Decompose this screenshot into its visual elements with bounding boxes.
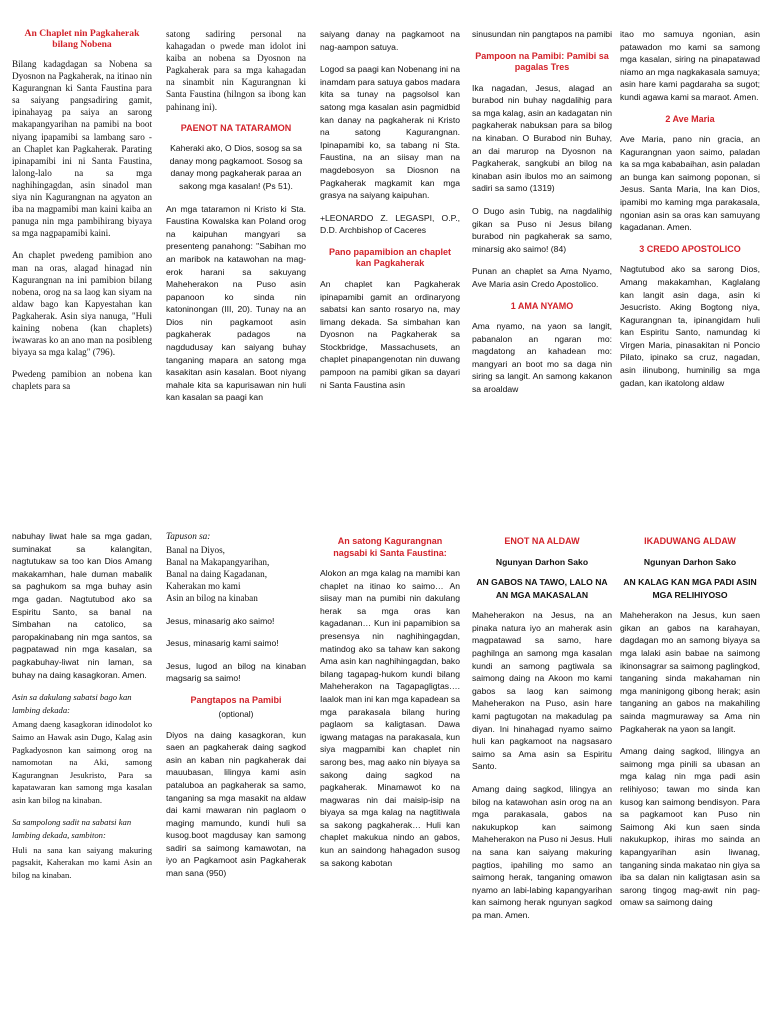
- heading-ikaduwang-aldaw: IKADUWANG ALDAW: [644, 536, 736, 546]
- paragraph: Ave Maria, pano nin gracia, an Kagurangnan yaon saimo, paladan ka sa mga kababaihan, asin paladan an bunga kan saimong poponan, si Jesus. Santa Maria, Ina kan Dios, ipamibi mo kaming mga parakasala, ngonian asin sa oras kan samuyang kagadanan. Amen.: [620, 134, 760, 233]
- paragraph: Maheherakon na Jesus, na an pinaka natura iyo an maherak asin magpatawad sa samo, hare paghilnga an samong mga kasalan kundi an samong pagtiwala sa saimong daing na Akoon mo kami gabos sa laog kan saimong Maheherakon na Puso, asin hare kami pagtugotan na makadulag pa diyan. Ini hinahagad nyamo saimo huli kan pagkamoot na nagsasaro saimo sa Ama asin sa Espiritu Santo.: [472, 610, 612, 772]
- panel-bottom-3: [320, 530, 460, 1015]
- panel-bottom-1: [12, 530, 152, 1015]
- paragraph: Nagtutubod ako sa sarong Dios, Amang makakamhan, Kaglalang kan langit asin daga, asin ki Jesucristo. Aking Bogtong niya, Kagurangnan ta, ipinangidam huli kan Espiritu Santo, namundag ki Virgen Maria, pinasakitan ni Poncio Pilato, ipinako sa cruz, nagadan, asin ilinubong, huminilig sa mga gadan, kan ikatolong aldaw: [620, 264, 760, 388]
- paragraph: O Dugo asin Tubig, na nagdalihig gikan sa Puso ni Jesus bilang burabod nin pagkaherak sa samo, minarsig ako saimo! (84): [472, 205, 612, 254]
- paragraph: itao mo samuya ngonian, asin patawadon mo kami sa samong mga kasalan, siring na pinapatawad niamo an mga nagkakasala samuya; asin hare kami pagdaraha sa sugot; kundi agawa kami sa maraot. Amen.: [620, 29, 760, 102]
- paragraph: Amang daing sagkod, lilingya an bilog na katawohan asin orog na an mga parakasala, gabos na nakukupkop kan saimong Maheherakon na Puso ni Jesus. Huli na sana kan saiyang makuring pagtios, ipahiling mo samo an saimong herak, tanganing omawon nyamo an labi-labing kapangyarihan kan saimong herak ngunyan sagkod pa man. Amen.: [472, 784, 612, 920]
- panel-top-2: [166, 28, 306, 478]
- paragraph: Pwedeng pamibion an nobena kan chaplets para sa: [12, 369, 152, 392]
- heading-credo-apostolico: 3 CREDO APOSTOLICO: [639, 243, 741, 254]
- instruction-italic: Asin sa dakulang sabatsi bago kan lambing dekada:: [12, 692, 132, 715]
- panel-top-3: [320, 28, 460, 478]
- heading-pampoon-na-pamibi: Pampoon na Pamibi: Pamibi sa pagalas Tres: [475, 50, 609, 73]
- paragraph: Maheherakon na Jesus, kun saen gikan an gabos na karahayan, dagdagan mo an samong biyaya sa mga lalaki asin babae na saimong ikinonsagrar sa saimong paglingkod, tanganing sinda makahaman nin mga maninigong gibong herak; asin tanganing an gabos na makahiling sainda magmuraway sa Ama nin Pagkaherak na yaon sa langit.: [620, 610, 760, 734]
- paragraph: An chaplet pwedeng pamibion ano man na oras, alagad hinagad nin Kagurangnan na ini pamibion bilang nobena, orog na sa laog kan siyam na aldaw bago kan Kapyestahan kan Pagkaherak. Asin siya nanuga, "Huli kaining nobena (kan chaplets) iwawaras ko an ano man na posibleng biyaya sa mga kalag" (796).: [12, 250, 152, 358]
- prayer-line: Asin an bilog na kinaban: [166, 593, 258, 604]
- instruction-italic: Sa sampolong sadit na sabatsi kan lambing dekada, sambiton:: [12, 817, 132, 841]
- paragraph: Ika nagadan, Jesus, alagad an burabod nin buhay nagdalihig para sa mga kalag, asin an kadagatan nin pagkaherak nabuksan para sa bilog na kinaban. O Burabod nin Buhay, an dai marurop na Dyosnon na Pagkaherak, sangkubi an bilog na kinaban asin ibulos mo an saimong sadiri sa samo (1319): [472, 82, 612, 194]
- prayer-line: Banal na Diyos,: [166, 545, 225, 556]
- subheading: AN GABOS NA TAWO, LALO NA AN MGA MAKASALAN: [476, 577, 608, 600]
- heading-enot-na-aldaw: ENOT NA ALDAW: [504, 536, 580, 546]
- signature-archbishop: +LEONARDO Z. LEGASPI, O.P., D.D. Archbishop of Caceres: [320, 212, 460, 236]
- paragraph: nabuhay liwat hale sa mga gadan, suminakat sa kalangitan, nagtutukaw sa too kan Dios Amang makakamhan, hale duman mabalik sa paghukom sa mga buhay asin mga gadan. Nagtutubod ako sa Espiritu Santo, sa banal na Simbahan na catolico, sa paropakinabang nin mga santos, sa pagpatawad nin mga kasalan, sa pagkabuhay-liwat nin laman, sa buhay na daing kasagkoran. Amen.: [12, 531, 152, 680]
- paragraph: Jesus, lugod an bilog na kinaban magsarig sa saimo!: [166, 660, 306, 684]
- subheading: AN KALAG KAN MGA PADI ASIN MGA RELIHIYOSO: [623, 577, 757, 600]
- prayer-line: Banal na daing Kagadanan,: [166, 569, 268, 580]
- heading-pangtapos-na-pamibi: Pangtapos na Pamibi: [190, 694, 282, 705]
- subheading: Ngunyan Darhon Sako: [495, 556, 589, 567]
- panel-bottom-5: [620, 530, 760, 1015]
- paragraph: Jesus, minasarig ako saimo!: [166, 615, 275, 626]
- heading-pano-papamibion: Pano papamibion an chaplet kan Pagkaherak: [328, 246, 452, 269]
- title-chaplet-nobena: An Chaplet nin Pagkaherak bilang Nobena: [24, 28, 140, 50]
- panel-top-1: [12, 28, 152, 478]
- psalm-quote: Kaheraki ako, O Dios, sosog sa sa danay mong pagkamoot. Sosog sa danay mong pagkaherak paraa an sakong mga kasalan! (Ps 51).: [169, 143, 303, 191]
- subheading: Ngunyan Darhon Sako: [643, 556, 737, 567]
- panel-top-4: [472, 28, 612, 478]
- optional-label: (optional): [218, 709, 254, 720]
- panel-bottom-4: [472, 530, 612, 1015]
- heading-paenot-na-tataramon: PAENOT NA TATARAMON: [180, 122, 292, 133]
- paragraph: Ama nyamo, na yaon sa langit, pabanalon an ngaran mo: magdatong an kahadean mo: mangyari an boot mo sa daga nin siring sa langit. An samong kakanon sa aroaldaw: [472, 321, 612, 394]
- paragraph: Bilang kadagdagan sa Nobena sa Dyosnon na Pagkaherak, na itinao nin Kagurangnan ki Santa Faustina para sa saiyang pangsadiring gamit, ipinahayag pa saiya an sarong makapangyarihan na pamibi na boot niyang ipapamibi sa lambang saro - an Chaplet kan Pagkaherak. Parating ipinapamibi ini ni Santa Faustina, lalong-lalo na sa mga naghihingagdan, asin sinadol man siya nin Kagurangnan na agyaton an iba na magpamibi man kaini kaiba an panuga nin mga pambihirang biyaya sa mga nagpapamibi kaini.: [12, 59, 152, 239]
- panel-top-5: [620, 28, 760, 478]
- paragraph: Huli na sana kan saiyang makuring pagsakit, Kaherakan mo kami Asin an bilog na kinaban.: [12, 844, 152, 880]
- paragraph: saiyang danay na pagkamoot na nag-aampon satuya.: [320, 29, 460, 52]
- prayer-line: Kaherakan mo kami: [166, 581, 241, 592]
- paragraph: Amang daing sagkod, lilingya an saimong mga pinili sa ubasan an mga kalag nin mga padi asin relihiyoso; tawan mo sinda kan kusog kan saimong bendisyon. Para sa pagkamoot kan Puso nin Saimong Aki kun saen sinda nakukupkop, ihiras mo sainda an kapangyarihan asin liwanag, tanganing sinda makatao nin giya sa iba sa dalan nin kaligtasan asin sa sarong tingog mag-awit nin pag-omaw sa saimong daing: [620, 746, 760, 908]
- paragraph: Diyos na daing kasagkoran, kun saen an pagkaherak daing sagkod asin an kaban nin pagkaherak dai mauubasan, lilingya kami asin pataluboa an pagkaherak sa samo, tanganing sa mga masakit na aldaw dai kami mawaran nin paglaom o maging mamundo, kundi huli sa kusog.boot magdusay kan samong sadiri sa saimong kamawotan, na iyo an Pagkamoot asin Pagkaherak man sana (950): [166, 729, 306, 879]
- heading-kagurangnan-nagsabi: An satong Kagurangnan nagsabi ki Santa Faustina:: [333, 536, 447, 558]
- paragraph: An mga tataramon ni Kristo ki Sta. Faustina Kowalska kan Poland orog na kaipuhan mangyari sa presenteng panahong: "Sabihan mo an maribok na katawohan na mag-erok harani sa sakuyang Maheherakon na Puso asin papanoon ko sinda nin katoninongan (III, 20). Tunay na an Dios nin pagkamoot asin pagkaherak padagos na nagdudusay kan saiyang buhay tanganing mapara an satong mga kasakitan asin kasalan. Boot niyang mahale kita sa kapurisawan nin huli kan kasalan sa paagi kan: [166, 203, 306, 403]
- paragraph: Jesus, minasarig kami saimo!: [166, 638, 279, 649]
- instruction-italic: Tapuson sa:: [166, 531, 211, 541]
- paragraph: Punan an chaplet sa Ama Nyamo, Ave Maria asin Credo Apostolico.: [472, 266, 612, 289]
- paragraph: Logod sa paagi kan Nobenang ini na inamdam para satuya gabos madara kita sa tunay na pagsolsol kan satong mga kasalan asin pagmidbid kan danay na pagkaherak ni Kristo na satong Kagurangnan. Ipinapamibi ko, sa tabang ni Sta. Faustina, na an siisay man na magdebosyon sa Diosnon na Pagkaherak magkamit kan mga grasya na saiyang kaipuhan.: [320, 64, 460, 201]
- heading-ama-nyamo: 1 AMA NYAMO: [510, 300, 574, 311]
- paragraph: Amang daeng kasagkoran idinodolot ko Saimo an Hawak asin Dugo, Kalag asin Pagkadyosnon kan saimong orog na namomotan na Aki, samong Kagurangnan Jesukristo, Para sa kapatawaran kan samong mga kasalan asin kan bilog na kinaban.: [12, 719, 152, 805]
- paragraph: sinusundan nin pangtapos na pamibi: [472, 29, 612, 39]
- paragraph: satong sadiring personal na kahagadan o pwede man idolot ini kaiba an nobena sa Dyosnon na Pagkaherak para sa mga kahagadan na sinambit nin Kagurangnan ki Santa Faustina (hilngon sa ibong kan pahinang ini).: [166, 29, 306, 112]
- heading-ave-maria: 2 Ave Maria: [665, 113, 715, 124]
- paragraph: Alokon an mga kalag na mamibi kan chaplet na itinao ko saimo… An siisay man na pumibi nin dakulang herak sa mga oras kan kagadanan… Kun ini papamibion sa presensya nin naghihingagdan, matindog ako sa tahaw kan sakong Ama asin kan naghihingagdan, bako bilang tagapag-hukom kundi bilang Maheherakon na Tagapagligtas…. Iaalok man ini kan mga kapadean sa mga parakasala bilang huring paglaom sa kaligtasan. Dawa igwang matagas na parakasala, kun siya magpamibi kan chaplet nin sarong bes, mag aako nin biyaya sa sakong daing sagkod na pagkaherak. Minamawot ko na magwaras nin dai maisip-isip na biyaya sa mga kalag na nagtitiwala sa sakong pagkaherak… Huli kan chaplet makukua nindo an gabos, kun an saindong hahagadon susog sa sakong kabotan: [320, 568, 460, 868]
- prayer-line: Banal na Makapangyarihan,: [166, 557, 270, 568]
- paragraph: An chaplet kan Pagkaherak ipinapamibi gamit an ordinaryong sabatsi kan santo rosaryo na, may limang dekada. Sa simbahan kan Dyosnon na Pagkaherak sa Stockbridge, Massachusets, an chaplet pinapangenotan nin duwang pampoon na pamibi gikan sa dayari ni Santa Faustina asin: [320, 278, 460, 390]
- panel-bottom-2: [166, 530, 306, 1015]
